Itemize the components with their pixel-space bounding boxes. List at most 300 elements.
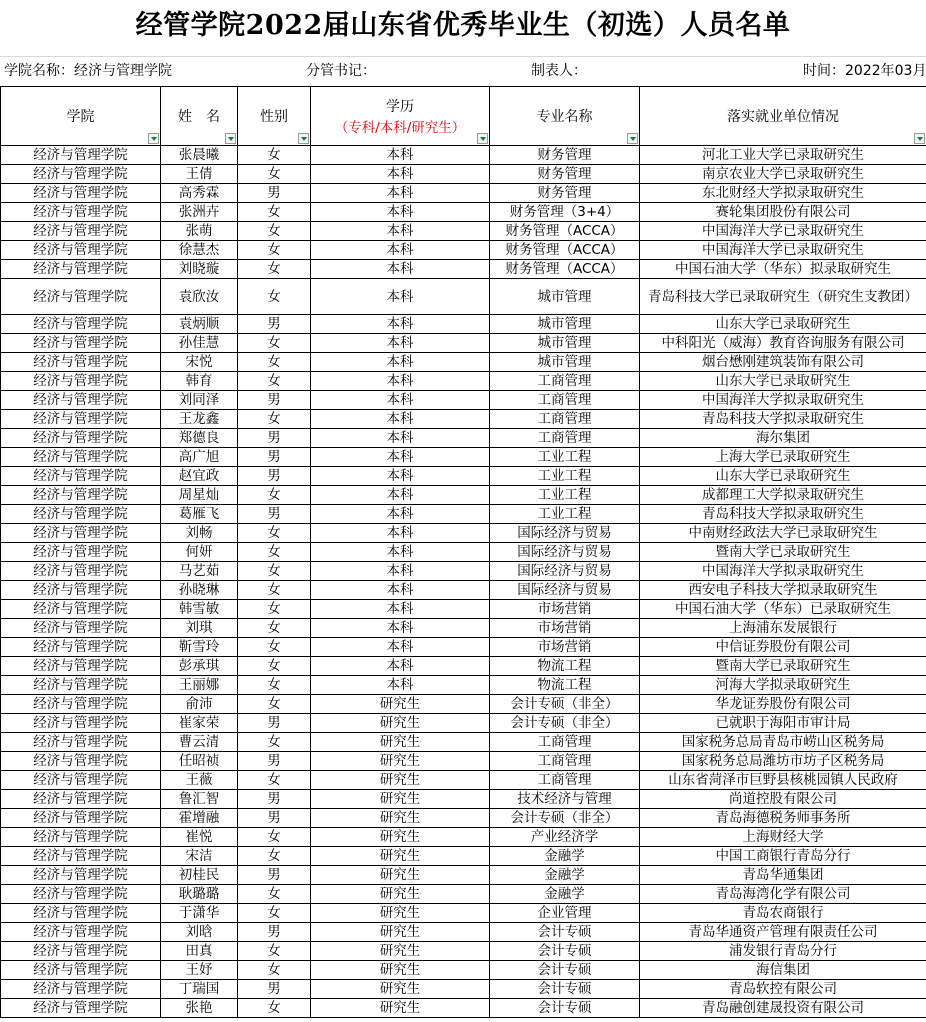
cell-name[interactable]: 孙晓琳 bbox=[161, 581, 238, 600]
cell-major[interactable]: 城市管理 bbox=[490, 279, 640, 315]
cell-name[interactable]: 刘琪 bbox=[161, 619, 238, 638]
col-header-name bbox=[161, 87, 238, 146]
cell-name[interactable]: 霍增融 bbox=[161, 809, 238, 828]
cell-employment[interactable]: 青岛农商银行 bbox=[640, 904, 926, 923]
cell-college[interactable]: 经济与管理学院 bbox=[1, 524, 161, 543]
cell-college[interactable]: 经济与管理学院 bbox=[1, 999, 161, 1018]
cell-employment[interactable]: 山东省菏泽市巨野县核桃园镇人民政府 bbox=[640, 771, 926, 790]
cell-degree[interactable]: 研究生 bbox=[311, 695, 490, 714]
cell-name[interactable]: 曹云清 bbox=[161, 733, 238, 752]
cell-major[interactable]: 国际经济与贸易 bbox=[490, 524, 640, 543]
cell-gender[interactable]: 女 bbox=[238, 543, 311, 562]
cell-gender[interactable]: 女 bbox=[238, 904, 311, 923]
cell-degree[interactable]: 本科 bbox=[311, 486, 490, 505]
cell-major[interactable]: 工商管理 bbox=[490, 429, 640, 448]
table-row bbox=[1, 790, 926, 809]
cell-employment[interactable]: 暨南大学已录取研究生 bbox=[640, 657, 926, 676]
cell-degree[interactable]: 本科 bbox=[311, 429, 490, 448]
cell-degree[interactable]: 研究生 bbox=[311, 828, 490, 847]
cell-gender[interactable]: 女 bbox=[238, 885, 311, 904]
filter-dropdown-icon[interactable] bbox=[477, 133, 488, 144]
cell-degree[interactable]: 本科 bbox=[311, 353, 490, 372]
cell-degree[interactable]: 本科 bbox=[311, 391, 490, 410]
cell-gender[interactable]: 女 bbox=[238, 619, 311, 638]
cell-college[interactable]: 经济与管理学院 bbox=[1, 279, 161, 315]
cell-gender[interactable]: 男 bbox=[238, 184, 311, 203]
cell-gender[interactable]: 女 bbox=[238, 847, 311, 866]
cell-major[interactable]: 会计专硕 bbox=[490, 942, 640, 961]
cell-gender[interactable]: 女 bbox=[238, 600, 311, 619]
cell-employment[interactable]: 青岛科技大学拟录取研究生 bbox=[640, 505, 926, 524]
cell-gender[interactable]: 女 bbox=[238, 828, 311, 847]
cell-major[interactable]: 金融学 bbox=[490, 847, 640, 866]
table-row bbox=[1, 391, 926, 410]
cell-college[interactable]: 经济与管理学院 bbox=[1, 904, 161, 923]
cell-major[interactable]: 物流工程 bbox=[490, 676, 640, 695]
cell-major[interactable]: 工业工程 bbox=[490, 448, 640, 467]
cell-gender[interactable]: 女 bbox=[238, 279, 311, 315]
cell-name[interactable]: 葛雁飞 bbox=[161, 505, 238, 524]
cell-college[interactable]: 经济与管理学院 bbox=[1, 184, 161, 203]
cell-degree[interactable]: 本科 bbox=[311, 165, 490, 184]
cell-degree[interactable]: 本科 bbox=[311, 334, 490, 353]
cell-name[interactable]: 张萌 bbox=[161, 222, 238, 241]
cell-major[interactable]: 财务管理（ACCA） bbox=[490, 241, 640, 260]
cell-name[interactable]: 刘晗 bbox=[161, 923, 238, 942]
cell-gender[interactable]: 女 bbox=[238, 524, 311, 543]
cell-gender[interactable]: 男 bbox=[238, 923, 311, 942]
cell-name[interactable]: 俞沛 bbox=[161, 695, 238, 714]
cell-name[interactable]: 刘畅 bbox=[161, 524, 238, 543]
cell-employment[interactable]: 中科阳光（威海）教育咨询服务有限公司 bbox=[640, 334, 926, 353]
table-row bbox=[1, 695, 926, 714]
cell-college[interactable]: 经济与管理学院 bbox=[1, 146, 161, 165]
cell-gender[interactable]: 女 bbox=[238, 260, 311, 279]
cell-gender[interactable]: 女 bbox=[238, 562, 311, 581]
cell-employment[interactable]: 青岛软控有限公司 bbox=[640, 980, 926, 999]
cell-employment[interactable]: 中国海洋大学已录取研究生 bbox=[640, 222, 926, 241]
cell-degree[interactable]: 研究生 bbox=[311, 752, 490, 771]
cell-gender[interactable]: 女 bbox=[238, 695, 311, 714]
cell-major[interactable]: 会计专硕 bbox=[490, 980, 640, 999]
cell-degree[interactable]: 研究生 bbox=[311, 866, 490, 885]
cell-major[interactable]: 工商管理 bbox=[490, 771, 640, 790]
cell-gender[interactable]: 男 bbox=[238, 866, 311, 885]
cell-college[interactable]: 经济与管理学院 bbox=[1, 429, 161, 448]
table-row bbox=[1, 429, 926, 448]
cell-college[interactable]: 经济与管理学院 bbox=[1, 619, 161, 638]
cell-gender[interactable]: 女 bbox=[238, 334, 311, 353]
cell-degree[interactable]: 本科 bbox=[311, 562, 490, 581]
table-row bbox=[1, 543, 926, 562]
table-row bbox=[1, 524, 926, 543]
cell-gender[interactable]: 女 bbox=[238, 638, 311, 657]
cell-college[interactable]: 经济与管理学院 bbox=[1, 486, 161, 505]
cell-name[interactable]: 靳雪玲 bbox=[161, 638, 238, 657]
cell-college[interactable]: 经济与管理学院 bbox=[1, 448, 161, 467]
cell-gender[interactable]: 女 bbox=[238, 222, 311, 241]
cell-employment[interactable]: 上海浦东发展银行 bbox=[640, 619, 926, 638]
cell-gender[interactable]: 女 bbox=[238, 165, 311, 184]
cell-major[interactable]: 市场营销 bbox=[490, 600, 640, 619]
cell-degree[interactable]: 研究生 bbox=[311, 942, 490, 961]
cell-employment[interactable]: 赛轮集团股份有限公司 bbox=[640, 203, 926, 222]
cell-employment[interactable]: 成都理工大学拟录取研究生 bbox=[640, 486, 926, 505]
cell-college[interactable]: 经济与管理学院 bbox=[1, 885, 161, 904]
col-header-degree-label: 学历 bbox=[386, 99, 414, 115]
cell-employment[interactable]: 海尔集团 bbox=[640, 429, 926, 448]
cell-gender[interactable]: 男 bbox=[238, 448, 311, 467]
cell-degree[interactable]: 本科 bbox=[311, 410, 490, 429]
cell-degree[interactable]: 本科 bbox=[311, 222, 490, 241]
cell-degree[interactable]: 本科 bbox=[311, 657, 490, 676]
cell-degree[interactable]: 本科 bbox=[311, 638, 490, 657]
table-row bbox=[1, 771, 926, 790]
cell-name[interactable]: 王龙鑫 bbox=[161, 410, 238, 429]
cell-degree[interactable]: 本科 bbox=[311, 448, 490, 467]
cell-employment[interactable]: 烟台懋刚建筑装饰有限公司 bbox=[640, 353, 926, 372]
cell-gender[interactable]: 女 bbox=[238, 353, 311, 372]
cell-name[interactable]: 高秀霖 bbox=[161, 184, 238, 203]
cell-major[interactable]: 城市管理 bbox=[490, 334, 640, 353]
cell-gender[interactable]: 女 bbox=[238, 241, 311, 260]
cell-employment[interactable]: 东北财经大学拟录取研究生 bbox=[640, 184, 926, 203]
cell-employment[interactable]: 中国海洋大学已录取研究生 bbox=[640, 241, 926, 260]
cell-major[interactable]: 会计专硕 bbox=[490, 961, 640, 980]
cell-name[interactable]: 张晨曦 bbox=[161, 146, 238, 165]
cell-college[interactable]: 经济与管理学院 bbox=[1, 203, 161, 222]
cell-name[interactable]: 于潇华 bbox=[161, 904, 238, 923]
cell-degree[interactable]: 研究生 bbox=[311, 923, 490, 942]
cell-major[interactable]: 财务管理（3+4） bbox=[490, 203, 640, 222]
cell-major[interactable]: 工业工程 bbox=[490, 505, 640, 524]
cell-degree[interactable]: 研究生 bbox=[311, 904, 490, 923]
cell-employment[interactable]: 青岛海德税务师事务所 bbox=[640, 809, 926, 828]
cell-name[interactable]: 宋洁 bbox=[161, 847, 238, 866]
cell-employment[interactable]: 暨南大学已录取研究生 bbox=[640, 543, 926, 562]
col-header-major bbox=[490, 87, 640, 146]
cell-employment[interactable]: 青岛海湾化学有限公司 bbox=[640, 885, 926, 904]
cell-major[interactable]: 会计专硕 bbox=[490, 923, 640, 942]
cell-gender[interactable]: 男 bbox=[238, 391, 311, 410]
cell-employment[interactable]: 中国石油大学（华东）已录取研究生 bbox=[640, 600, 926, 619]
cell-major[interactable]: 国际经济与贸易 bbox=[490, 562, 640, 581]
cell-gender[interactable]: 女 bbox=[238, 203, 311, 222]
cell-college[interactable]: 经济与管理学院 bbox=[1, 334, 161, 353]
cell-major[interactable]: 技术经济与管理 bbox=[490, 790, 640, 809]
cell-name[interactable]: 韩雪敏 bbox=[161, 600, 238, 619]
cell-college[interactable]: 经济与管理学院 bbox=[1, 222, 161, 241]
cell-name[interactable]: 徐慧杰 bbox=[161, 241, 238, 260]
cell-gender[interactable]: 男 bbox=[238, 467, 311, 486]
cell-employment[interactable]: 山东大学已录取研究生 bbox=[640, 467, 926, 486]
filter-dropdown-icon[interactable] bbox=[298, 133, 309, 144]
cell-name[interactable]: 袁欣汝 bbox=[161, 279, 238, 315]
cell-college[interactable]: 经济与管理学院 bbox=[1, 923, 161, 942]
cell-major[interactable]: 会计专硕（非全） bbox=[490, 714, 640, 733]
cell-college[interactable]: 经济与管理学院 bbox=[1, 353, 161, 372]
cell-major[interactable]: 城市管理 bbox=[490, 353, 640, 372]
cell-college[interactable]: 经济与管理学院 bbox=[1, 562, 161, 581]
cell-major[interactable]: 物流工程 bbox=[490, 657, 640, 676]
table-row bbox=[1, 619, 926, 638]
filter-dropdown-icon[interactable] bbox=[627, 133, 638, 144]
col-header-name-label: 姓 名 bbox=[178, 109, 220, 125]
cell-employment[interactable]: 上海大学已录取研究生 bbox=[640, 448, 926, 467]
cell-degree[interactable]: 研究生 bbox=[311, 790, 490, 809]
cell-college[interactable]: 经济与管理学院 bbox=[1, 847, 161, 866]
cell-degree[interactable]: 本科 bbox=[311, 184, 490, 203]
cell-employment[interactable]: 中国石油大学（华东）拟录取研究生 bbox=[640, 260, 926, 279]
cell-college[interactable]: 经济与管理学院 bbox=[1, 315, 161, 334]
cell-employment[interactable]: 中国海洋大学拟录取研究生 bbox=[640, 391, 926, 410]
cell-gender[interactable]: 女 bbox=[238, 410, 311, 429]
cell-gender[interactable]: 男 bbox=[238, 809, 311, 828]
table-row bbox=[1, 241, 926, 260]
cell-college[interactable]: 经济与管理学院 bbox=[1, 505, 161, 524]
cell-gender[interactable]: 女 bbox=[238, 733, 311, 752]
filter-dropdown-icon[interactable] bbox=[914, 133, 925, 144]
cell-employment[interactable]: 青岛科技大学已录取研究生（研究生支教团） bbox=[640, 279, 926, 315]
cell-degree[interactable]: 研究生 bbox=[311, 980, 490, 999]
table-row bbox=[1, 904, 926, 923]
cell-name[interactable]: 王丽娜 bbox=[161, 676, 238, 695]
cell-major[interactable]: 市场营销 bbox=[490, 619, 640, 638]
cell-name[interactable]: 初桂民 bbox=[161, 866, 238, 885]
cell-degree[interactable]: 本科 bbox=[311, 467, 490, 486]
cell-major[interactable]: 财务管理（ACCA） bbox=[490, 222, 640, 241]
cell-college[interactable]: 经济与管理学院 bbox=[1, 942, 161, 961]
cell-major[interactable]: 财务管理（ACCA） bbox=[490, 260, 640, 279]
cell-name[interactable]: 张洲卉 bbox=[161, 203, 238, 222]
cell-major[interactable]: 工商管理 bbox=[490, 372, 640, 391]
cell-major[interactable]: 工业工程 bbox=[490, 486, 640, 505]
cell-employment[interactable]: 中南财经政法大学已录取研究生 bbox=[640, 524, 926, 543]
cell-name[interactable]: 宋悦 bbox=[161, 353, 238, 372]
cell-degree[interactable]: 研究生 bbox=[311, 733, 490, 752]
cell-employment[interactable]: 国家税务总局潍坊市坊子区税务局 bbox=[640, 752, 926, 771]
cell-employment[interactable]: 海信集团 bbox=[640, 961, 926, 980]
cell-major[interactable]: 工商管理 bbox=[490, 410, 640, 429]
cell-employment[interactable]: 浦发银行青岛分行 bbox=[640, 942, 926, 961]
cell-employment[interactable]: 已就职于海阳市审计局 bbox=[640, 714, 926, 733]
cell-employment[interactable]: 西安电子科技大学拟录取研究生 bbox=[640, 581, 926, 600]
cell-name[interactable]: 马艺茹 bbox=[161, 562, 238, 581]
filter-dropdown-icon[interactable] bbox=[225, 133, 236, 144]
cell-college[interactable]: 经济与管理学院 bbox=[1, 657, 161, 676]
cell-name[interactable]: 高广旭 bbox=[161, 448, 238, 467]
cell-gender[interactable]: 女 bbox=[238, 372, 311, 391]
cell-college[interactable]: 经济与管理学院 bbox=[1, 581, 161, 600]
table-row bbox=[1, 279, 926, 315]
table-row bbox=[1, 828, 926, 847]
cell-major[interactable]: 金融学 bbox=[490, 885, 640, 904]
cell-employment[interactable]: 尚道控股有限公司 bbox=[640, 790, 926, 809]
cell-name[interactable]: 丁瑞国 bbox=[161, 980, 238, 999]
cell-degree[interactable]: 本科 bbox=[311, 581, 490, 600]
cell-gender[interactable]: 男 bbox=[238, 505, 311, 524]
cell-employment[interactable]: 中国工商银行青岛分行 bbox=[640, 847, 926, 866]
cell-employment[interactable]: 青岛科技大学拟录取研究生 bbox=[640, 410, 926, 429]
cell-name[interactable]: 崔家荣 bbox=[161, 714, 238, 733]
cell-major[interactable]: 工商管理 bbox=[490, 391, 640, 410]
cell-name[interactable]: 王倩 bbox=[161, 165, 238, 184]
cell-college[interactable]: 经济与管理学院 bbox=[1, 980, 161, 999]
cell-college[interactable]: 经济与管理学院 bbox=[1, 790, 161, 809]
cell-employment[interactable]: 河海大学拟录取研究生 bbox=[640, 676, 926, 695]
cell-employment[interactable]: 中信证券股份有限公司 bbox=[640, 638, 926, 657]
cell-degree[interactable]: 本科 bbox=[311, 241, 490, 260]
filter-dropdown-icon[interactable] bbox=[148, 133, 159, 144]
cell-degree[interactable]: 研究生 bbox=[311, 961, 490, 980]
cell-gender[interactable]: 男 bbox=[238, 315, 311, 334]
cell-employment[interactable]: 华龙证券股份有限公司 bbox=[640, 695, 926, 714]
cell-college[interactable]: 经济与管理学院 bbox=[1, 676, 161, 695]
cell-degree[interactable]: 研究生 bbox=[311, 714, 490, 733]
cell-degree[interactable]: 研究生 bbox=[311, 771, 490, 790]
cell-gender[interactable]: 男 bbox=[238, 790, 311, 809]
cell-college[interactable]: 经济与管理学院 bbox=[1, 714, 161, 733]
cell-employment[interactable]: 青岛华通资产管理有限责任公司 bbox=[640, 923, 926, 942]
table-row bbox=[1, 676, 926, 695]
cell-employment[interactable]: 南京农业大学已录取研究生 bbox=[640, 165, 926, 184]
cell-degree[interactable]: 本科 bbox=[311, 676, 490, 695]
cell-major[interactable]: 市场营销 bbox=[490, 638, 640, 657]
cell-name[interactable]: 田真 bbox=[161, 942, 238, 961]
cell-name[interactable]: 刘同泽 bbox=[161, 391, 238, 410]
cell-gender[interactable]: 女 bbox=[238, 771, 311, 790]
col-header-degree-sublabel: （专科/本科/研究生） bbox=[334, 120, 466, 136]
cell-college[interactable]: 经济与管理学院 bbox=[1, 600, 161, 619]
cell-major[interactable]: 工商管理 bbox=[490, 752, 640, 771]
page-title: 经管学院2022届山东省优秀毕业生（初选）人员名单 bbox=[135, 10, 791, 41]
cell-major[interactable]: 工业工程 bbox=[490, 467, 640, 486]
cell-name[interactable]: 孙佳慧 bbox=[161, 334, 238, 353]
cell-name[interactable]: 崔悦 bbox=[161, 828, 238, 847]
cell-employment[interactable]: 国家税务总局青岛市崂山区税务局 bbox=[640, 733, 926, 752]
cell-employment[interactable]: 青岛融创建晟投资有限公司 bbox=[640, 999, 926, 1018]
cell-major[interactable]: 金融学 bbox=[490, 866, 640, 885]
cell-gender[interactable]: 女 bbox=[238, 657, 311, 676]
cell-gender[interactable]: 男 bbox=[238, 752, 311, 771]
cell-major[interactable]: 财务管理 bbox=[490, 165, 640, 184]
cell-degree[interactable]: 本科 bbox=[311, 600, 490, 619]
cell-gender[interactable]: 女 bbox=[238, 676, 311, 695]
cell-degree[interactable]: 本科 bbox=[311, 524, 490, 543]
cell-degree[interactable]: 本科 bbox=[311, 203, 490, 222]
cell-name[interactable]: 何妍 bbox=[161, 543, 238, 562]
cell-major[interactable]: 国际经济与贸易 bbox=[490, 543, 640, 562]
table-row bbox=[1, 372, 926, 391]
cell-employment[interactable]: 青岛华通集团 bbox=[640, 866, 926, 885]
cell-major[interactable]: 会计专硕 bbox=[490, 999, 640, 1018]
cell-degree[interactable]: 本科 bbox=[311, 543, 490, 562]
cell-major[interactable]: 财务管理 bbox=[490, 184, 640, 203]
cell-gender[interactable]: 男 bbox=[238, 714, 311, 733]
cell-gender[interactable]: 女 bbox=[238, 486, 311, 505]
cell-name[interactable]: 袁炳顺 bbox=[161, 315, 238, 334]
cell-degree[interactable]: 本科 bbox=[311, 372, 490, 391]
cell-name[interactable]: 赵宜政 bbox=[161, 467, 238, 486]
cell-degree[interactable]: 本科 bbox=[311, 619, 490, 638]
table-row bbox=[1, 146, 926, 165]
cell-name[interactable]: 任昭祯 bbox=[161, 752, 238, 771]
cell-gender[interactable]: 女 bbox=[238, 581, 311, 600]
cell-college[interactable]: 经济与管理学院 bbox=[1, 543, 161, 562]
cell-college[interactable]: 经济与管理学院 bbox=[1, 241, 161, 260]
cell-name[interactable]: 周星灿 bbox=[161, 486, 238, 505]
cell-gender[interactable]: 男 bbox=[238, 429, 311, 448]
cell-major[interactable]: 产业经济学 bbox=[490, 828, 640, 847]
cell-name[interactable]: 韩育 bbox=[161, 372, 238, 391]
cell-name[interactable]: 王薇 bbox=[161, 771, 238, 790]
cell-college[interactable]: 经济与管理学院 bbox=[1, 771, 161, 790]
cell-degree[interactable]: 研究生 bbox=[311, 885, 490, 904]
cell-degree[interactable]: 本科 bbox=[311, 315, 490, 334]
cell-major[interactable]: 城市管理 bbox=[490, 315, 640, 334]
cell-degree[interactable]: 研究生 bbox=[311, 847, 490, 866]
cell-employment[interactable]: 中国海洋大学拟录取研究生 bbox=[640, 562, 926, 581]
cell-college[interactable]: 经济与管理学院 bbox=[1, 410, 161, 429]
cell-name[interactable]: 郑德良 bbox=[161, 429, 238, 448]
cell-degree[interactable]: 研究生 bbox=[311, 809, 490, 828]
cell-major[interactable]: 企业管理 bbox=[490, 904, 640, 923]
cell-gender[interactable]: 女 bbox=[238, 961, 311, 980]
cell-gender[interactable]: 女 bbox=[238, 146, 311, 165]
cell-degree[interactable]: 本科 bbox=[311, 146, 490, 165]
cell-major[interactable]: 工商管理 bbox=[490, 733, 640, 752]
col-header-college bbox=[1, 87, 161, 146]
cell-major[interactable]: 财务管理 bbox=[490, 146, 640, 165]
cell-college[interactable]: 经济与管理学院 bbox=[1, 961, 161, 980]
cell-college[interactable]: 经济与管理学院 bbox=[1, 828, 161, 847]
cell-college[interactable]: 经济与管理学院 bbox=[1, 165, 161, 184]
cell-college[interactable]: 经济与管理学院 bbox=[1, 809, 161, 828]
cell-name[interactable]: 耿璐璐 bbox=[161, 885, 238, 904]
cell-name[interactable]: 王妤 bbox=[161, 961, 238, 980]
cell-gender[interactable]: 女 bbox=[238, 942, 311, 961]
cell-college[interactable]: 经济与管理学院 bbox=[1, 391, 161, 410]
cell-college[interactable]: 经济与管理学院 bbox=[1, 866, 161, 885]
cell-college[interactable]: 经济与管理学院 bbox=[1, 733, 161, 752]
cell-major[interactable]: 会计专硕（非全） bbox=[490, 695, 640, 714]
cell-name[interactable]: 鲁汇智 bbox=[161, 790, 238, 809]
cell-college[interactable]: 经济与管理学院 bbox=[1, 372, 161, 391]
cell-major[interactable]: 国际经济与贸易 bbox=[490, 581, 640, 600]
cell-degree[interactable]: 本科 bbox=[311, 505, 490, 524]
cell-college[interactable]: 经济与管理学院 bbox=[1, 467, 161, 486]
cell-employment[interactable]: 山东大学已录取研究生 bbox=[640, 372, 926, 391]
cell-major[interactable]: 会计专硕（非全） bbox=[490, 809, 640, 828]
table-row bbox=[1, 752, 926, 771]
cell-gender[interactable]: 男 bbox=[238, 980, 311, 999]
cell-name[interactable]: 刘晓璇 bbox=[161, 260, 238, 279]
cell-gender[interactable]: 女 bbox=[238, 999, 311, 1018]
cell-name[interactable]: 彭承琪 bbox=[161, 657, 238, 676]
cell-employment[interactable]: 上海财经大学 bbox=[640, 828, 926, 847]
cell-degree[interactable]: 研究生 bbox=[311, 999, 490, 1018]
cell-degree[interactable]: 本科 bbox=[311, 260, 490, 279]
cell-employment[interactable]: 山东大学已录取研究生 bbox=[640, 315, 926, 334]
cell-degree[interactable]: 本科 bbox=[311, 279, 490, 315]
cell-college[interactable]: 经济与管理学院 bbox=[1, 695, 161, 714]
cell-name[interactable]: 张艳 bbox=[161, 999, 238, 1018]
cell-college[interactable]: 经济与管理学院 bbox=[1, 638, 161, 657]
cell-college[interactable]: 经济与管理学院 bbox=[1, 752, 161, 771]
table-row bbox=[1, 581, 926, 600]
cell-college[interactable]: 经济与管理学院 bbox=[1, 260, 161, 279]
cell-employment[interactable]: 河北工业大学已录取研究生 bbox=[640, 146, 926, 165]
